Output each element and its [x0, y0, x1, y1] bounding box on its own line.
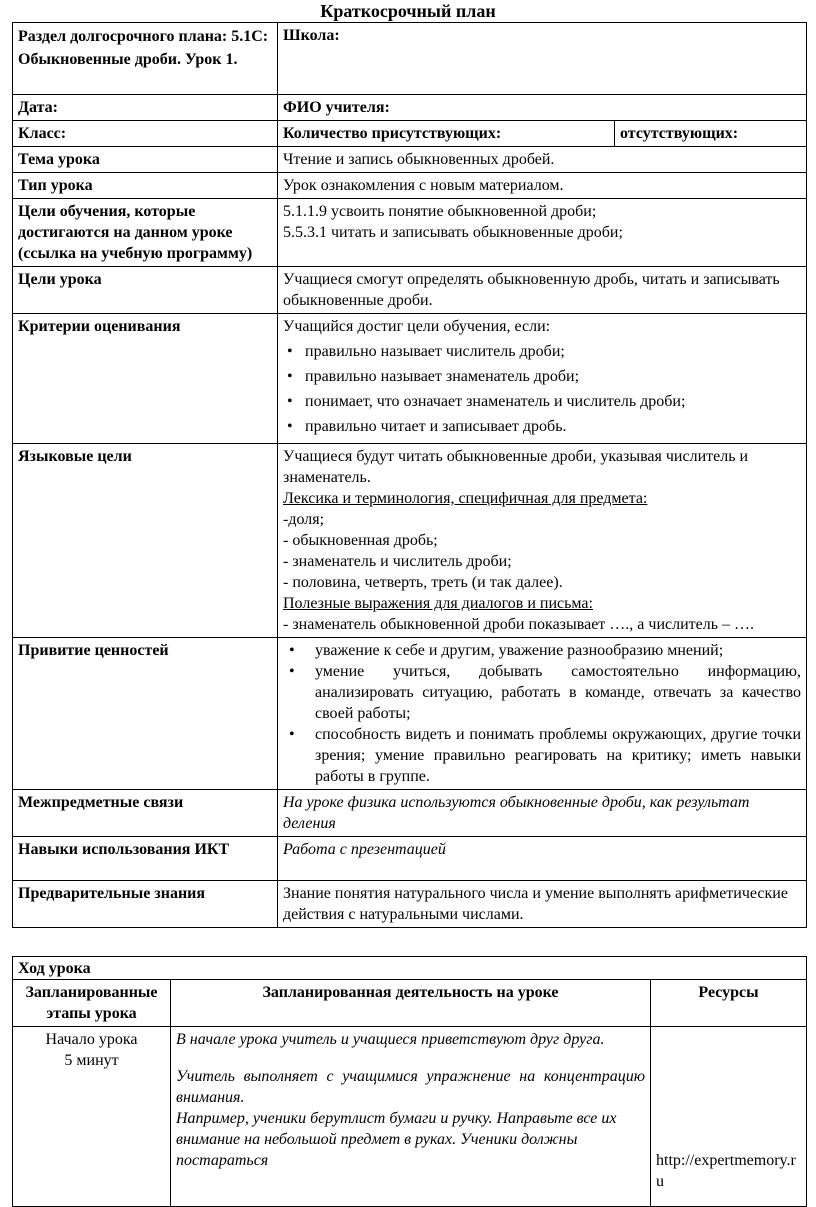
values-value [278, 638, 807, 790]
prior-value: Знание понятия натурального числа и умение выполнять арифметические действия с натуральными числами. [278, 881, 807, 928]
list-item: • правильно читает и записывает дробь. [283, 416, 801, 437]
criteria-intro: Учащийся достиг цели обучения, если: [283, 318, 551, 335]
plan-table [12, 22, 807, 928]
vocab-item: - знаменатель и числитель дроби; [283, 553, 512, 570]
cross-label: Межпредметные связи [13, 790, 278, 837]
vocab-item: -доля; [283, 511, 325, 528]
vocab-heading: Лексика и терминология, специфичная для предмета: [283, 490, 648, 507]
resource-link[interactable]: http://expertmemory.ru [656, 1152, 796, 1190]
section-cell: Раздел долгосрочного плана: 5.1С: Обыкновенные дроби. Урок 1. [13, 23, 278, 95]
phrases-heading: Полезные выражения для диалогов и письма: [283, 595, 593, 612]
list-item: • правильно называет числитель дроби; [283, 341, 801, 362]
activity-paragraph: Учитель выполняет с учащимися упражнение на концентрацию внимания. [176, 1068, 645, 1106]
activity-cell [171, 1027, 651, 1207]
col-activity-header: Запланированная деятельность на уроке [171, 980, 651, 1027]
objectives-value [278, 199, 807, 267]
stage-duration: 5 минут [64, 1052, 119, 1069]
list-item: • уважение к себе и другим, уважение разнообразию мнений; [283, 640, 801, 661]
date-cell: Дата: [13, 95, 278, 121]
cross-value: На уроке физика используются обыкновенные дроби, как результат деления [278, 790, 807, 837]
ict-label: Навыки использования ИКТ [13, 837, 278, 881]
course-heading: Ход урока [13, 957, 807, 980]
vocab-item: - половина, четверть, треть (и так далее). [283, 574, 563, 591]
course-table [12, 956, 807, 1207]
absent-cell: отсутствующих: [615, 121, 807, 147]
ict-value: Работа с презентацией [278, 837, 807, 881]
values-label: Привитие ценностей [13, 638, 278, 790]
language-value [278, 444, 807, 638]
topic-label: Тема урока [13, 147, 278, 173]
vocab-item: - обыкновенная дробь; [283, 532, 438, 549]
phrase-item: - знаменатель обыкновенной дроби показывает …., а числитель – …. [283, 616, 755, 633]
activity-paragraph: Например, ученики берутлист бумаги и ручку. Направьте все их внимание на небольшой предмет в руках. Ученики должны постараться [176, 1110, 617, 1169]
page-title: Краткосрочный план [320, 1, 496, 21]
criteria-value [278, 314, 807, 444]
goals-value: Учащиеся смогут определять обыкновенную дробь, читать и записывать обыкновенные дроби. [278, 267, 807, 314]
activity-paragraph: В начале урока учитель и учащиеся приветствуют друг друга. [176, 1031, 605, 1048]
list-item: • правильно называет знаменатель дроби; [283, 366, 801, 387]
objective-line: 5.5.3.1 читать и записывать обыкновенные дроби; [283, 224, 623, 241]
stage-cell [13, 1027, 171, 1207]
resource-cell [651, 1027, 807, 1207]
topic-value: Чтение и запись обыкновенных дробей. [278, 147, 807, 173]
list-item: • способность видеть и понимать проблемы окружающих, другие точки зрения; умение правильно реагировать на критику; иметь навыки работы в группе. [283, 724, 801, 787]
objectives-label: Цели обучения, которые достигаются на данном уроке (ссылка на учебную программу) [13, 199, 278, 267]
criteria-list [283, 341, 801, 437]
col-stage-header: Запланированные этапы урока [13, 980, 171, 1027]
type-label: Тип урока [13, 173, 278, 199]
class-cell: Класс: [13, 121, 278, 147]
teacher-cell: ФИО учителя: [278, 95, 807, 121]
list-item: • умение учиться, добывать самостоятельно информацию, анализировать ситуацию, работать в команде, отвечать за качество своей работы; [283, 661, 801, 724]
col-resources-header: Ресурсы [651, 980, 807, 1027]
type-value: Урок ознакомления с новым материалом. [278, 173, 807, 199]
values-list [283, 640, 801, 787]
criteria-label: Критерии оценивания [13, 314, 278, 444]
objective-line: 5.1.1.9 усвоить понятие обыкновенной дроби; [283, 203, 597, 220]
prior-label: Предварительные знания [13, 881, 278, 928]
language-intro: Учащиеся будут читать обыкновенные дроби, указывая числитель и знаменатель. [283, 448, 749, 486]
school-cell: Школа: [278, 23, 807, 95]
stage-name: Начало урока [45, 1031, 138, 1048]
list-item: • понимает, что означает знаменатель и числитель дроби; [283, 391, 801, 412]
language-label: Языковые цели [13, 444, 278, 638]
goals-label: Цели урока [13, 267, 278, 314]
present-cell: Количество присутствующих: [278, 121, 615, 147]
